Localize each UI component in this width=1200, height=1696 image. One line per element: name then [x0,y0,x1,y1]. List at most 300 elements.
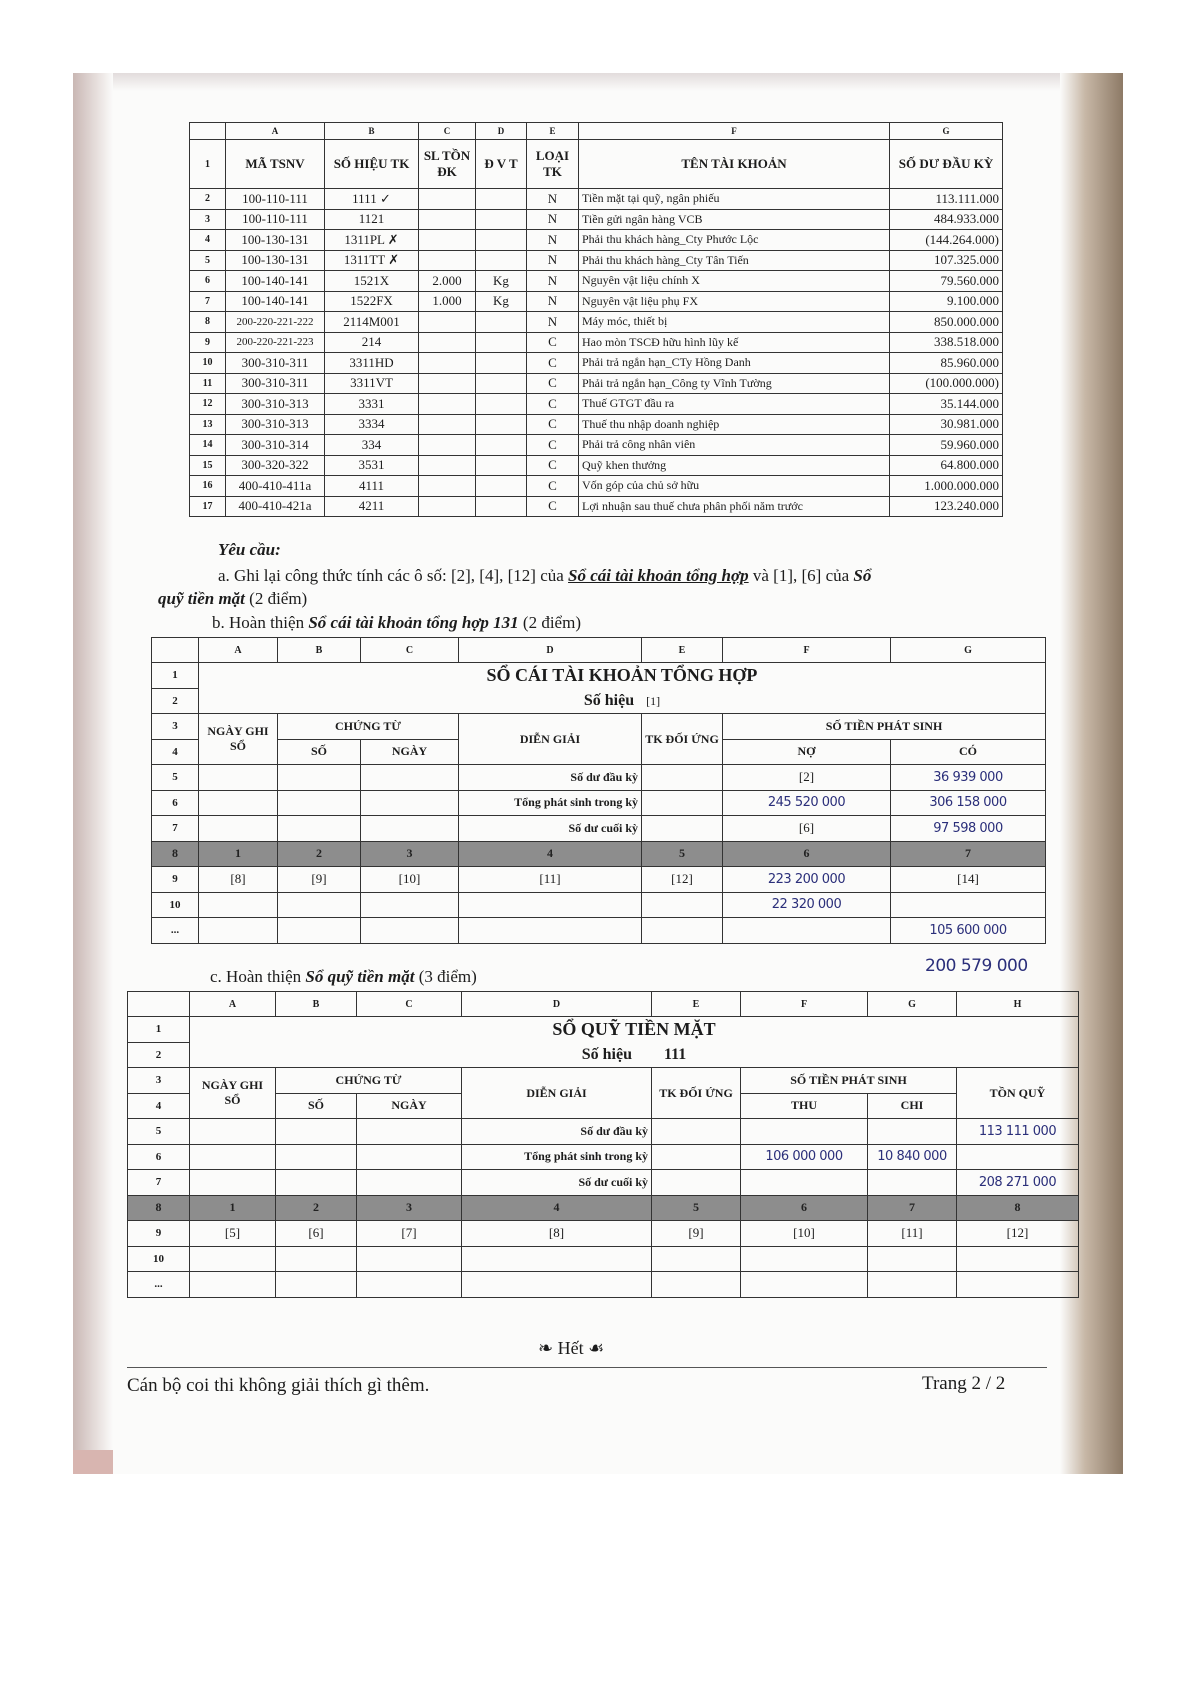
row-number: 10 [152,892,199,918]
table-cell: 3 [190,209,226,230]
table-cell: 64.800.000 [890,455,1003,476]
req-a-points: (2 điểm) [244,589,308,608]
table-row [190,230,1003,251]
table-cell: C [527,435,579,456]
req-a-text: a. Ghi lại công thức tính các ô số: [2], [4], [12] của [218,566,569,585]
table-cell [476,455,527,476]
col-letter: E [642,638,723,663]
header-cell: 1 [190,140,226,189]
table-cell [476,353,527,374]
table-cell: Phải thu khách hàng_Cty Tân Tiến [579,250,890,271]
table-cell: 300-310-311 [226,373,325,394]
table-cell: 100-140-141 [226,271,325,292]
index-cell: 7 [891,841,1046,867]
background-corner [73,1450,113,1474]
total-credit-handwritten: 306 158 000 [891,790,1046,816]
header-voucher-no: SỐ [276,1093,357,1119]
table-cell: C [527,496,579,517]
table-cell: C [527,476,579,497]
closing-balance-label: Số dư cuối kỳ [459,816,642,842]
header-cell: SỐ DƯ ĐẦU KỲ [890,140,1003,189]
header-voucher: CHỨNG TỪ [278,714,459,740]
paper-edge-left [73,73,113,1474]
handwritten-note: 200 579 000 [925,956,1028,976]
table-row [190,209,1003,230]
row-number: 6 [152,790,199,816]
table-cell [419,455,476,476]
table-cell: Phải trả ngắn hạn_Công ty Vĩnh Tường [579,373,890,394]
col-letter: B [325,123,419,140]
req-c-book: Sổ quỹ tiền mặt [305,967,415,986]
end-mark [538,1338,604,1359]
table-cell: 15 [190,455,226,476]
total-label: Tổng phát sinh trong kỳ [459,790,642,816]
table-cell: 400-410-411a [226,476,325,497]
table-cell: 3311HD [325,353,419,374]
ledger-account [199,688,1046,714]
table-cell [419,476,476,497]
header-cell: SỐ HIỆU TK [325,140,419,189]
table-cell: 200-220-221-222 [226,312,325,333]
col-letter: D [476,123,527,140]
table-row [190,414,1003,435]
end-text: Hết [557,1338,584,1358]
table-row [190,394,1003,415]
table-cell: N [527,230,579,251]
col-letter: G [868,992,957,1017]
table-cell [476,332,527,353]
header-voucher-date: NGÀY [361,739,459,765]
req-c-text: c. Hoàn thiện [210,967,306,986]
table-cell: C [527,455,579,476]
row-number: 1 [128,1017,190,1043]
index-cell: 3 [357,1195,462,1221]
row-number: 7 [128,1170,190,1196]
table-row [190,250,1003,271]
row-number: 9 [128,1221,190,1247]
general-ledger-table [151,637,1046,944]
accounts-table [189,122,1003,517]
row-number: 5 [152,765,199,791]
index-cell: 7 [868,1195,957,1221]
cell-ref: [11] [868,1221,957,1247]
closing-balance-label: Số dư cuối kỳ [462,1170,652,1196]
col-letter: C [361,638,459,663]
cell-ref: [8] [462,1221,652,1247]
table-cell [476,394,527,415]
cell-ref: [10] [361,867,459,893]
table-cell [419,435,476,456]
table-row [190,189,1003,210]
table-cell: 14 [190,435,226,456]
table-cell: Phải thu khách hàng_Cty Phước Lộc [579,230,890,251]
index-cell: 5 [642,841,723,867]
table-cell: Máy móc, thiết bị [579,312,890,333]
table-cell: 338.518.000 [890,332,1003,353]
debit-handwritten: 223 200 000 [723,867,891,893]
req-a-book2-cont: quỹ tiền mặt [158,589,245,608]
cell-ref: [7] [357,1221,462,1247]
index-row [152,841,1046,867]
header-voucher-no: SỐ [278,739,361,765]
table-cell: (144.264.000) [890,230,1003,251]
col-letter: E [652,992,741,1017]
table-cell [419,250,476,271]
header-description: DIỄN GIẢI [459,714,642,765]
corner-cell [128,992,190,1017]
col-letter: C [357,992,462,1017]
table-cell: 13 [190,414,226,435]
row-number: 5 [128,1119,190,1145]
paper-shadow-top [73,73,1123,91]
index-cell: 6 [723,841,891,867]
table-cell [419,496,476,517]
table-cell [476,414,527,435]
requirement-a [218,566,871,586]
table-cell: 79.560.000 [890,271,1003,292]
table-cell: 30.981.000 [890,414,1003,435]
table-cell: 8 [190,312,226,333]
ledger-title: SỔ CÁI TÀI KHOẢN TỔNG HỢP [199,663,1046,689]
table-cell: 9 [190,332,226,353]
req-b-text: b. Hoàn thiện [212,613,309,632]
table-cell [476,312,527,333]
table-cell: 1311TT ✗ [325,250,419,271]
cashbook-account [190,1042,1079,1068]
header-amount: SỐ TIỀN PHÁT SINH [741,1068,957,1094]
header-voucher: CHỨNG TỪ [276,1068,462,1094]
col-letter: F [723,638,891,663]
col-letter: F [741,992,868,1017]
cell-ref: [14] [891,867,1046,893]
index-cell: 8 [957,1195,1079,1221]
table-cell [419,230,476,251]
header-voucher-date: NGÀY [357,1093,462,1119]
col-letter: C [419,123,476,140]
table-cell [476,496,527,517]
table-cell: 300-310-311 [226,353,325,374]
col-letter: G [891,638,1046,663]
table-cell: 1521X [325,271,419,292]
table-cell: 2.000 [419,271,476,292]
col-letter: B [276,992,357,1017]
table-cell: 6 [190,271,226,292]
header-cell: SL TỒN ĐK [419,140,476,189]
cell-ref: [9] [652,1221,741,1247]
table-cell [476,189,527,210]
cell-ref: [9] [278,867,361,893]
table-row [190,312,1003,333]
flourish-left-icon: ❧ [538,1338,558,1358]
row-number: 8 [128,1195,190,1221]
table-cell: 100-130-131 [226,250,325,271]
table-cell: N [527,291,579,312]
index-cell: 3 [361,841,459,867]
col-letter: F [579,123,890,140]
table-cell: 2 [190,189,226,210]
table-cell: Nguyên vật liệu phụ FX [579,291,890,312]
header-contra-account: TK ĐỐI ỨNG [642,714,723,765]
row-number: 4 [128,1093,190,1119]
table-cell: Vốn góp của chủ sở hữu [579,476,890,497]
header-cell: LOẠI TK [527,140,579,189]
table-cell: Nguyên vật liệu chính X [579,271,890,292]
table-cell: C [527,394,579,415]
header-credit: CÓ [891,739,1046,765]
req-b-book: Sổ cái tài khoản tổng hợp 131 [308,613,519,632]
table-cell: N [527,271,579,292]
opening-balance-label: Số dư đầu kỳ [462,1119,652,1145]
table-cell [419,394,476,415]
opening-balance-handwritten: 113 111 000 [957,1119,1079,1145]
footer-divider [127,1367,1047,1368]
row-number: 2 [152,688,199,714]
table-cell: Tiền gửi ngân hàng VCB [579,209,890,230]
account-label: Số hiệu [581,1045,632,1063]
row-number: 9 [152,867,199,893]
table-cell: Phải trả công nhân viên [579,435,890,456]
table-cell: 85.960.000 [890,353,1003,374]
table-row [190,435,1003,456]
index-cell: 2 [278,841,361,867]
table-cell: 300-310-314 [226,435,325,456]
req-b-points: (2 điểm) [518,613,581,632]
col-letter: H [957,992,1079,1017]
index-cell: 6 [741,1195,868,1221]
header-row [190,140,1003,189]
header-date: NGÀY GHI SỔ [190,1068,276,1119]
row-number: 7 [152,816,199,842]
table-cell: 3531 [325,455,419,476]
table-cell: 11 [190,373,226,394]
table-cell: 16 [190,476,226,497]
footer-note: Cán bộ coi thi không giải thích gì thêm. [127,1375,430,1396]
table-cell [419,312,476,333]
table-row [190,476,1003,497]
table-cell: 12 [190,394,226,415]
table-cell [476,209,527,230]
account-label: Số hiệu [583,691,635,709]
table-row [190,332,1003,353]
col-letter [190,123,226,140]
table-cell: 2114M001 [325,312,419,333]
table-cell: 9.100.000 [890,291,1003,312]
cell-ref: [6] [276,1221,357,1247]
table-cell [476,230,527,251]
table-cell: 1121 [325,209,419,230]
table-cell: Kg [476,271,527,292]
table-cell: 3331 [325,394,419,415]
row-number: ... [128,1272,190,1298]
row-number: 3 [128,1068,190,1094]
table-cell: 4211 [325,496,419,517]
table-cell: Quỹ khen thưởng [579,455,890,476]
table-row [190,496,1003,517]
table-cell: 100-110-111 [226,189,325,210]
row-number: 1 [152,663,199,689]
table-cell: N [527,312,579,333]
opening-debit: [2] [723,765,891,791]
table-cell: 4111 [325,476,419,497]
header-receipts: THU [741,1093,868,1119]
table-cell: 200-220-221-223 [226,332,325,353]
table-cell: 35.144.000 [890,394,1003,415]
table-cell: 300-310-313 [226,414,325,435]
table-cell: 4 [190,230,226,251]
table-cell: 300-320-322 [226,455,325,476]
index-cell: 5 [652,1195,741,1221]
table-cell: 107.325.000 [890,250,1003,271]
table-cell: 59.960.000 [890,435,1003,456]
header-contra-account: TK ĐỐI ỨNG [652,1068,741,1119]
closing-debit: [6] [723,816,891,842]
col-letter: D [462,992,652,1017]
table-cell: 1111 ✓ [325,189,419,210]
table-cell: 1311PL ✗ [325,230,419,251]
col-letter: G [890,123,1003,140]
table-cell: Hao mòn TSCĐ hữu hình lũy kế [579,332,890,353]
index-cell: 1 [199,841,278,867]
table-cell: (100.000.000) [890,373,1003,394]
table-cell [476,435,527,456]
table-cell [476,250,527,271]
account-value: [1] [646,693,661,708]
table-cell: 100-140-141 [226,291,325,312]
cell-ref: [12] [642,867,723,893]
table-cell: Kg [476,291,527,312]
req-c-points: (3 điểm) [414,967,477,986]
table-cell: Lợi nhuận sau thuế chưa phân phối năm trước [579,496,890,517]
credit-handwritten: 105 600 000 [891,918,1046,944]
row-number: 3 [152,714,199,740]
total-debit-handwritten: 245 520 000 [723,790,891,816]
column-letters-row [128,992,1079,1017]
header-payments: CHI [868,1093,957,1119]
cashbook-title: SỔ QUỸ TIỀN MẶT [190,1017,1079,1043]
col-letter: A [190,992,276,1017]
flourish-right-icon: ☙ [583,1338,605,1358]
total-label: Tổng phát sinh trong kỳ [462,1144,652,1170]
index-row [128,1195,1079,1221]
col-letter: B [278,638,361,663]
row-number: 8 [152,841,199,867]
cash-book-table [127,991,1079,1298]
table-cell: 3334 [325,414,419,435]
table-cell: N [527,250,579,271]
cell-ref: [10] [741,1221,868,1247]
table-row [190,455,1003,476]
table-cell: 3311VT [325,373,419,394]
table-row [190,373,1003,394]
table-cell: Phải trả ngắn hạn_CTy Hồng Danh [579,353,890,374]
index-cell: 4 [462,1195,652,1221]
opening-credit-handwritten: 36 939 000 [891,765,1046,791]
table-cell: 300-310-313 [226,394,325,415]
table-cell: Thuế thu nhập doanh nghiệp [579,414,890,435]
col-letter: E [527,123,579,140]
cell-ref: [8] [199,867,278,893]
requirements-heading: Yêu cầu: [218,540,281,559]
table-row [190,353,1003,374]
cell-ref: [11] [459,867,642,893]
table-cell: Tiền mặt tại quỹ, ngân phiếu [579,189,890,210]
req-a-book1: Sổ cái tài khoản tổng hợp [568,566,749,585]
table-cell: 7 [190,291,226,312]
debit-handwritten: 22 320 000 [723,892,891,918]
requirement-a-cont [158,589,307,609]
index-cell: 4 [459,841,642,867]
table-cell: 123.240.000 [890,496,1003,517]
table-cell [419,332,476,353]
table-cell: 100-130-131 [226,230,325,251]
table-row [190,291,1003,312]
table-cell: 17 [190,496,226,517]
cell-ref: [5] [190,1221,276,1247]
table-cell [419,353,476,374]
table-cell: N [527,189,579,210]
table-cell: 113.111.000 [890,189,1003,210]
table-cell: Thuế GTGT đầu ra [579,394,890,415]
table-cell: N [527,209,579,230]
col-letter: A [226,123,325,140]
table-cell: 1.000.000.000 [890,476,1003,497]
table-cell: 334 [325,435,419,456]
index-cell: 2 [276,1195,357,1221]
total-receipts-handwritten: 106 000 000 [741,1144,868,1170]
closing-balance-handwritten: 208 271 000 [957,1170,1079,1196]
table-cell [419,209,476,230]
header-cell: MÃ TSNV [226,140,325,189]
corner-cell [152,638,199,663]
header-balance: TỒN QUỸ [957,1068,1079,1119]
account-value: 111 [664,1045,687,1063]
col-letter: A [199,638,278,663]
row-number: 10 [128,1246,190,1272]
header-description: DIỄN GIẢI [462,1068,652,1119]
page-number: Trang 2 / 2 [922,1373,1006,1394]
table-cell: C [527,373,579,394]
table-cell: 214 [325,332,419,353]
table-cell [419,373,476,394]
table-cell [419,414,476,435]
table-cell: 100-110-111 [226,209,325,230]
req-a-book2: Sổ [853,566,872,585]
table-cell: 484.933.000 [890,209,1003,230]
closing-credit-handwritten: 97 598 000 [891,816,1046,842]
table-cell: C [527,332,579,353]
table-row [190,271,1003,292]
column-letters-row [190,123,1003,140]
table-cell: 400-410-421a [226,496,325,517]
table-cell [419,189,476,210]
opening-balance-label: Số dư đầu kỳ [459,765,642,791]
row-number: ... [152,918,199,944]
row-number: 4 [152,739,199,765]
header-cell: Đ V T [476,140,527,189]
table-cell [476,373,527,394]
row-number: 2 [128,1042,190,1068]
header-amount: SỐ TIỀN PHÁT SINH [723,714,1046,740]
total-payments-handwritten: 10 840 000 [868,1144,957,1170]
header-date: NGÀY GHI SỔ [199,714,278,765]
table-cell: 5 [190,250,226,271]
table-cell: 1.000 [419,291,476,312]
table-cell: 10 [190,353,226,374]
header-cell: TÊN TÀI KHOẢN [579,140,890,189]
header-debit: NỢ [723,739,891,765]
table-cell [476,476,527,497]
req-a-mid: và [1], [6] của [748,566,854,585]
